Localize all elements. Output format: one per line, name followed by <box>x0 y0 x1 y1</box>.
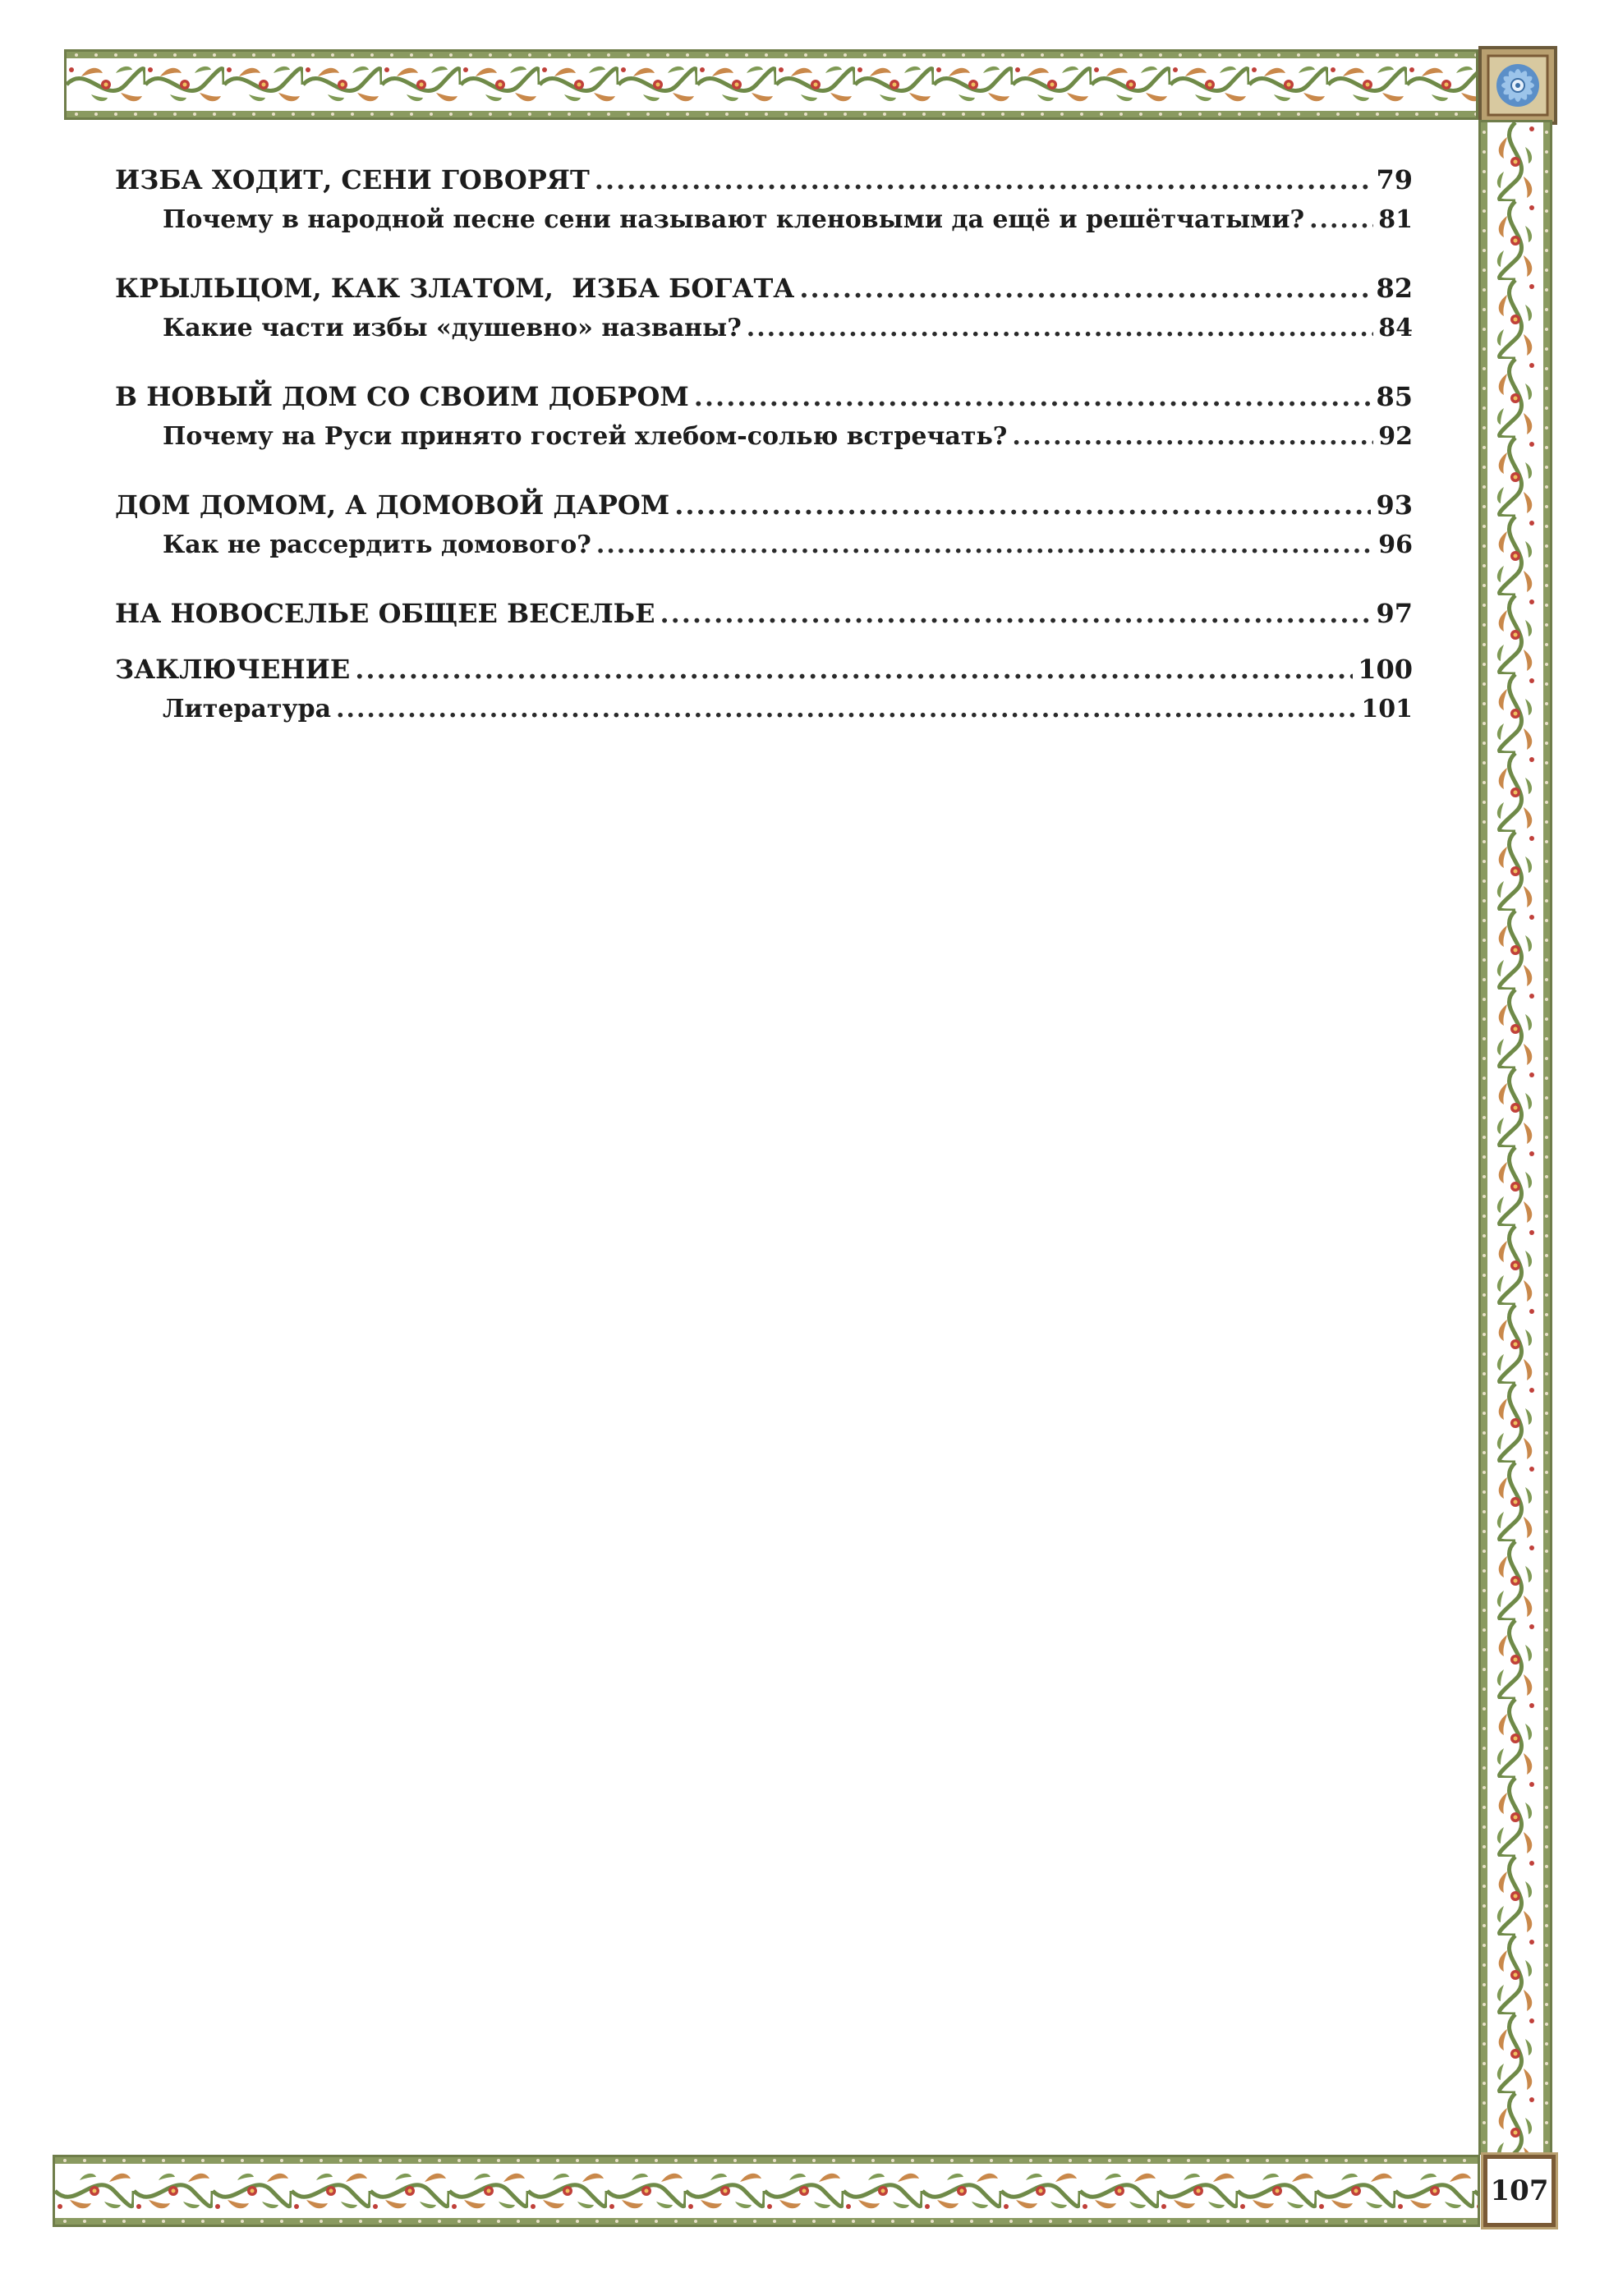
toc-section-krylco <box>115 273 1413 358</box>
dot-leader <box>674 489 1371 521</box>
dot-leader <box>355 654 1353 685</box>
toc-chapter-page: 97 <box>1376 598 1413 629</box>
dot-leader <box>1309 205 1373 234</box>
dot-leader <box>660 598 1371 629</box>
toc-chapter-page: 85 <box>1376 381 1413 412</box>
right-ornament-border <box>1478 120 1552 2155</box>
page-number: 107 <box>1483 2155 1556 2227</box>
toc-chapter-row[interactable] <box>115 273 1413 314</box>
dot-leader <box>336 695 1356 723</box>
toc-chapter-page: 93 <box>1376 489 1413 521</box>
toc-chapter-row[interactable] <box>115 654 1413 695</box>
toc-section-novosele <box>115 598 1413 639</box>
dot-leader <box>595 164 1372 195</box>
toc-subsection-row[interactable] <box>115 695 1413 739</box>
dot-leader <box>747 314 1373 342</box>
toc-subsection-row[interactable] <box>115 422 1413 466</box>
toc-subsection-title: Почему на Руси принято гостей хлебом-солью встречать? <box>163 422 1008 451</box>
toc-subsection-title: Какие части избы «душевно» названы? <box>163 314 742 342</box>
toc-subsection-row[interactable] <box>115 314 1413 358</box>
dot-leader <box>1012 422 1373 451</box>
toc-chapter-title: ИЗБА ХОДИТ, СЕНИ ГОВОРЯТ <box>115 164 590 195</box>
bottom-ornament-border <box>53 2155 1480 2227</box>
toc-subsection-page: 84 <box>1378 314 1413 342</box>
toc-chapter-page: 82 <box>1376 273 1413 304</box>
toc-section-zakluchenie <box>115 654 1413 739</box>
dot-leader <box>799 273 1371 304</box>
toc-section-domovoi <box>115 489 1413 575</box>
toc-chapter-row[interactable] <box>115 598 1413 639</box>
toc-chapter-title: ЗАКЛЮЧЕНИЕ <box>115 654 351 685</box>
rosette-icon <box>1482 49 1554 122</box>
dot-leader <box>694 381 1372 412</box>
toc-chapter-page: 100 <box>1358 654 1413 685</box>
toc-subsection-row[interactable] <box>115 530 1413 575</box>
toc-subsection-title: Почему в народной песне сени называют кленовыми да ещё и решётчатыми? <box>163 205 1305 234</box>
toc-section-izba <box>115 164 1413 250</box>
toc-subsection-page: 96 <box>1378 530 1413 559</box>
toc-chapter-page: 79 <box>1376 164 1413 195</box>
toc-subsection-page: 81 <box>1378 205 1413 234</box>
top-ornament-border <box>64 49 1478 120</box>
toc-subsection-title: Как не рассердить домового? <box>163 530 591 559</box>
toc-section-novyi-dom <box>115 381 1413 466</box>
toc-chapter-row[interactable] <box>115 489 1413 530</box>
toc-chapter-title: НА НОВОСЕЛЬЕ ОБЩЕЕ ВЕСЕЛЬЕ <box>115 598 655 629</box>
toc-chapter-row[interactable] <box>115 164 1413 205</box>
toc-subsection-page: 92 <box>1378 422 1413 451</box>
floral-vine-right-icon <box>1481 122 1550 2152</box>
toc-chapter-row[interactable] <box>115 381 1413 422</box>
toc-chapter-title: КРЫЛЬЦОМ, КАК ЗЛАТОМ, ИЗБА БОГАТА <box>115 273 795 304</box>
corner-rosette <box>1478 46 1557 125</box>
dot-leader <box>596 530 1373 559</box>
toc-subsection-title: Литература <box>163 695 332 723</box>
floral-vine-top-icon <box>67 52 1476 117</box>
floral-vine-bottom-icon <box>55 2157 1478 2225</box>
toc-subsection-page: 101 <box>1361 695 1413 723</box>
table-of-contents <box>115 164 1413 762</box>
toc-chapter-title: ДОМ ДОМОМ, А ДОМОВОЙ ДАРОМ <box>115 489 670 521</box>
toc-chapter-title: В НОВЫЙ ДОМ СО СВОИМ ДОБРОМ <box>115 381 689 412</box>
toc-subsection-row[interactable] <box>115 205 1413 250</box>
